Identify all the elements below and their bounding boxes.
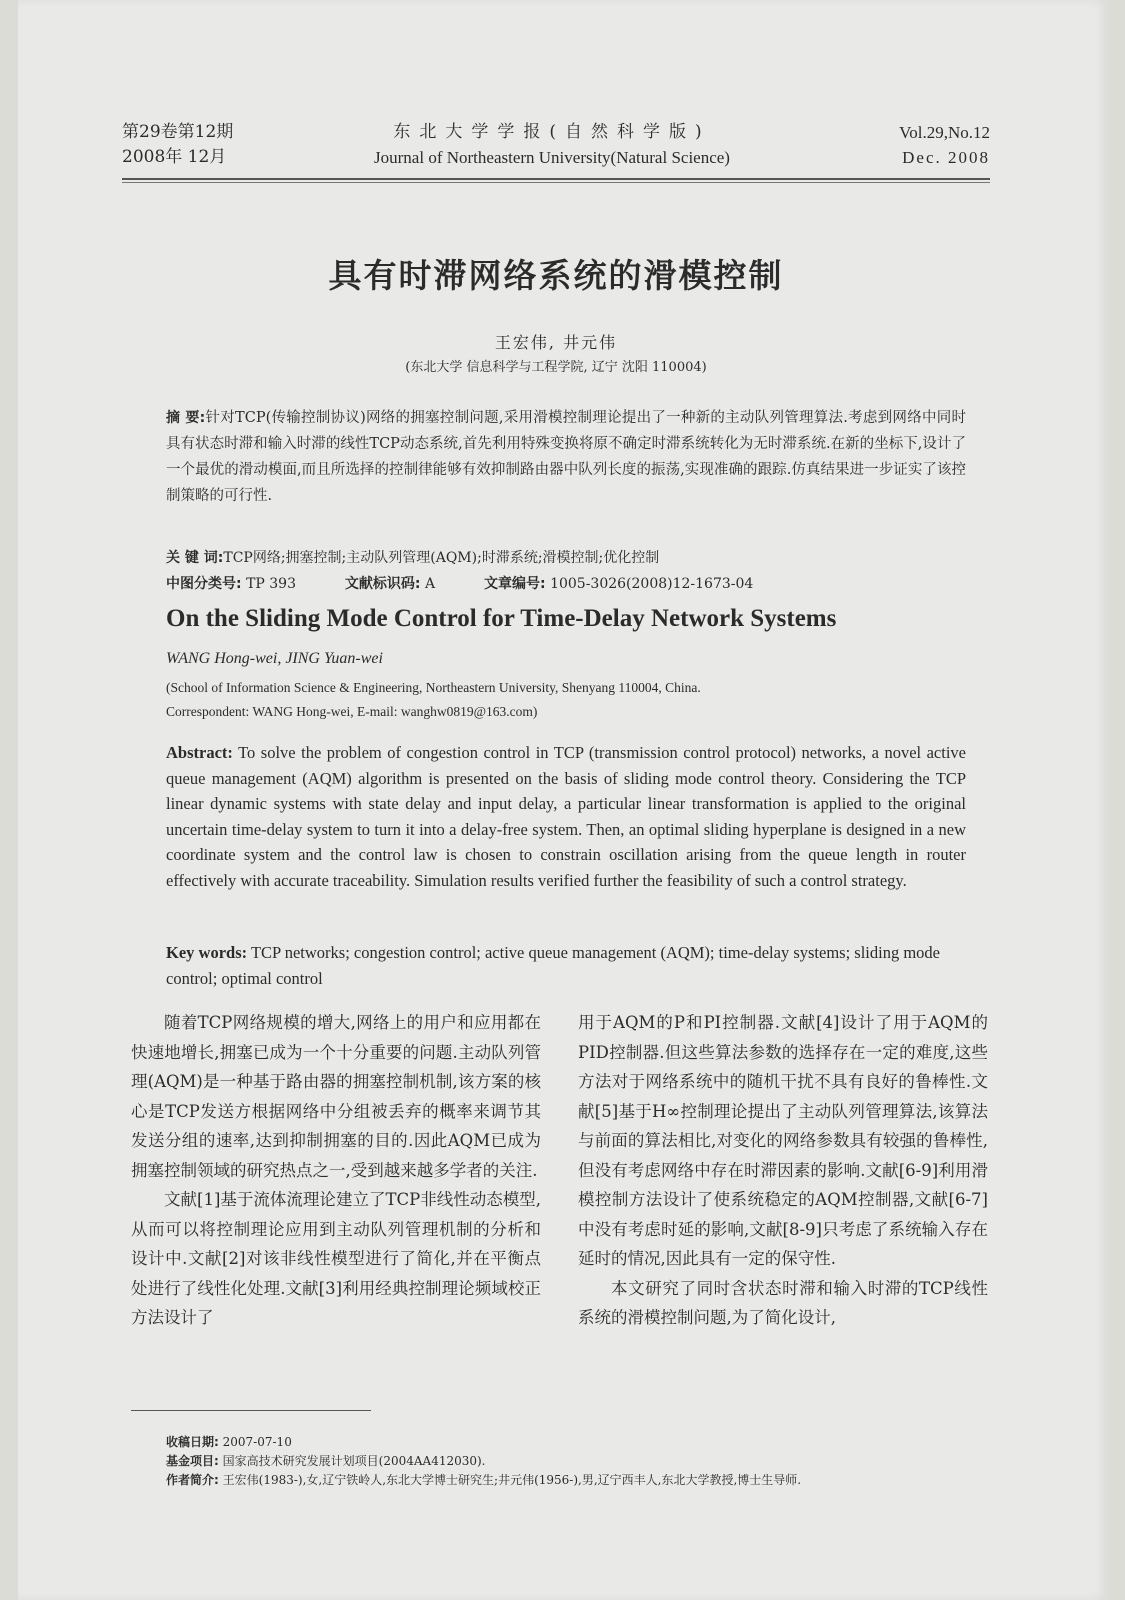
affiliation-en [166, 676, 966, 724]
keywords-cn [166, 545, 966, 571]
classification-line [166, 571, 966, 597]
authors-en: WANG Hong-wei, JING Yuan-wei [166, 650, 383, 667]
header-journal-name [322, 120, 782, 170]
header-volume-en [899, 120, 990, 170]
body-column-right [578, 1008, 988, 1333]
correspondent-en: Correspondent: WANG Hong-wei, E-mail: wanghw0819@163.com) [166, 704, 538, 719]
journal-page [18, 0, 1108, 1600]
abstract-en-text: To solve the problem of congestion control in TCP (transmission control protocol) networks, a novel active queue management (AQM) algorithm is presented on the basis of sliding mode control theory. Considering the TCP linear dynamic systems with state delay and input delay, a particular linear transformation is applied to the original uncertain time-delay system to turn it into a delay-free system. Then, an optimal sliding hyperplane is designed in a new coordinate system and the control law is chosen to constrain oscillation arising from the queue length in router effectively with accurate traceability. Simulation results verified further the feasibility of such a control strategy. [166, 743, 966, 890]
header-rule-thick [122, 178, 990, 180]
footnote-received [166, 1433, 1006, 1452]
header-volume-issue [122, 120, 233, 170]
header-date-en: Dec. 2008 [902, 148, 990, 167]
keywords-en [166, 940, 966, 991]
abstract-en-label: Abstract: [166, 743, 233, 762]
fund-label: 基金项目: [166, 1454, 219, 1468]
authors-cn: 王宏伟, 井元伟 [494, 333, 618, 352]
doc-code-label: 文献标识码: [344, 576, 421, 592]
body-paragraph: 随着TCP网络规模的增大,网络上的用户和应用都在快速地增长,拥塞已成为一个十分重要的问题.主动队列管理(AQM)是一种基于路由器的拥塞控制机制,该方案的核心是TCP发送方根据网络中分组被丢弃的概率来调节其发送分组的速率,达到抑制拥塞的目的.因此AQM已成为拥塞控制领域的研究热点之一,受到越来越多学者的关注. [131, 1013, 541, 1180]
header-date-cn: 2008年 12月 [122, 147, 227, 167]
keywords-en-text: TCP networks; congestion control; active queue management (AQM); time-delay systems; sliding mode control; optimal control [166, 943, 940, 988]
footnote-fund [166, 1452, 1006, 1471]
keywords-cn-text: TCP网络;拥塞控制;主动队列管理(AQM);时滞系统;滑模控制;优化控制 [223, 550, 660, 566]
abstract-cn [166, 405, 966, 509]
affiliation-cn: (东北大学 信息科学与工程学院, 辽宁 沈阳 110004) [405, 360, 707, 375]
keywords-cn-label: 关 键 词: [166, 550, 224, 566]
bio-value: 王宏伟(1983-),女,辽宁铁岭人,东北大学博士研究生;井元伟(1956-),男,辽宁西丰人,东北大学教授,博士生导师. [222, 1473, 802, 1487]
received-value: 2007-07-10 [222, 1435, 292, 1449]
footnote [166, 1433, 1006, 1490]
header-volume-cn: 第29卷第12期 [122, 122, 234, 142]
header-rule-thin [122, 182, 990, 183]
paper-title-cn: 具有时滞网络系统的滑模控制 [328, 256, 784, 295]
journal-name-en: Journal of Northeastern University(Natural Science) [374, 148, 730, 167]
journal-name-cn: 东北大学学报(自然科学版) [393, 122, 711, 142]
keywords-en-label: Key words: [166, 943, 248, 962]
received-label: 收稿日期: [166, 1435, 219, 1449]
clc-label: 中图分类号: [166, 576, 242, 592]
header-vol-no-en: Vol.29,No.12 [899, 123, 990, 142]
body-paragraph: 用于AQM的P和PI控制器.文献[4]设计了用于AQM的PID控制器.但这些算法参数的选择存在一定的难度,这些方法对于网络系统中的随机干扰不具有良好的鲁棒性.文献[5]基于H∞控制理论提出了主动队列管理算法,该算法与前面的算法相比,对变化的网络参数具有较强的鲁棒性,但没有考虑网络中存在时滞因素的影响.文献[6-9]利用滑模控制方法设计了使系统稳定的AQM控制器,文献[6-7]中没有考虑时延的影响,文献[8-9]只考虑了系统输入存在延时的情况,因此具有一定的保守性. [578, 1013, 988, 1268]
footnote-bio [166, 1471, 1006, 1490]
abstract-en [166, 740, 966, 893]
doc-code-value: A [424, 576, 436, 592]
article-no-value: 1005-3026(2008)12-1673-04 [550, 576, 754, 592]
body-paragraph: 文献[1]基于流体流理论建立了TCP非线性动态模型,从而可以将控制理论应用到主动队列管理机制的分析和设计中.文献[2]对该非线性模型进行了简化,并在平衡点处进行了线性化处理.文献[3]利用经典控制理论频域校正方法设计了 [131, 1190, 541, 1327]
running-header [122, 120, 990, 170]
meta-cn [166, 545, 966, 597]
body-paragraph: 本文研究了同时含状态时滞和输入时滞的TCP线性系统的滑模控制问题,为了简化设计, [578, 1278, 988, 1327]
abstract-cn-label: 摘 要: [166, 410, 206, 426]
clc-value: TP 393 [246, 576, 296, 592]
affiliation-en-line: (School of Information Science & Engineering, Northeastern University, Shenyang 110004, China. [166, 680, 701, 695]
fund-value: 国家高技术研究发展计划项目(2004AA412030). [222, 1454, 486, 1468]
body-column-left [131, 1008, 541, 1333]
abstract-cn-text: 针对TCP(传输控制协议)网络的拥塞控制问题,采用滑模控制理论提出了一种新的主动队列管理算法.考虑到网络中同时具有状态时滞和输入时滞的线性TCP动态系统,首先利用特殊变换将原不确定时滞系统转化为无时滞系统.在新的坐标下,设计了一个最优的滑动模面,而且所选择的控制律能够有效抑制路由器中队列长度的振荡,实现准确的跟踪.仿真结果进一步证实了该控制策略的可行性. [166, 410, 966, 504]
footnote-rule [131, 1410, 371, 1411]
bio-label: 作者简介: [166, 1473, 219, 1487]
paper-title-en: On the Sliding Mode Control for Time-Delay Network Systems [166, 605, 837, 632]
article-no-label: 文章编号: [484, 576, 546, 592]
